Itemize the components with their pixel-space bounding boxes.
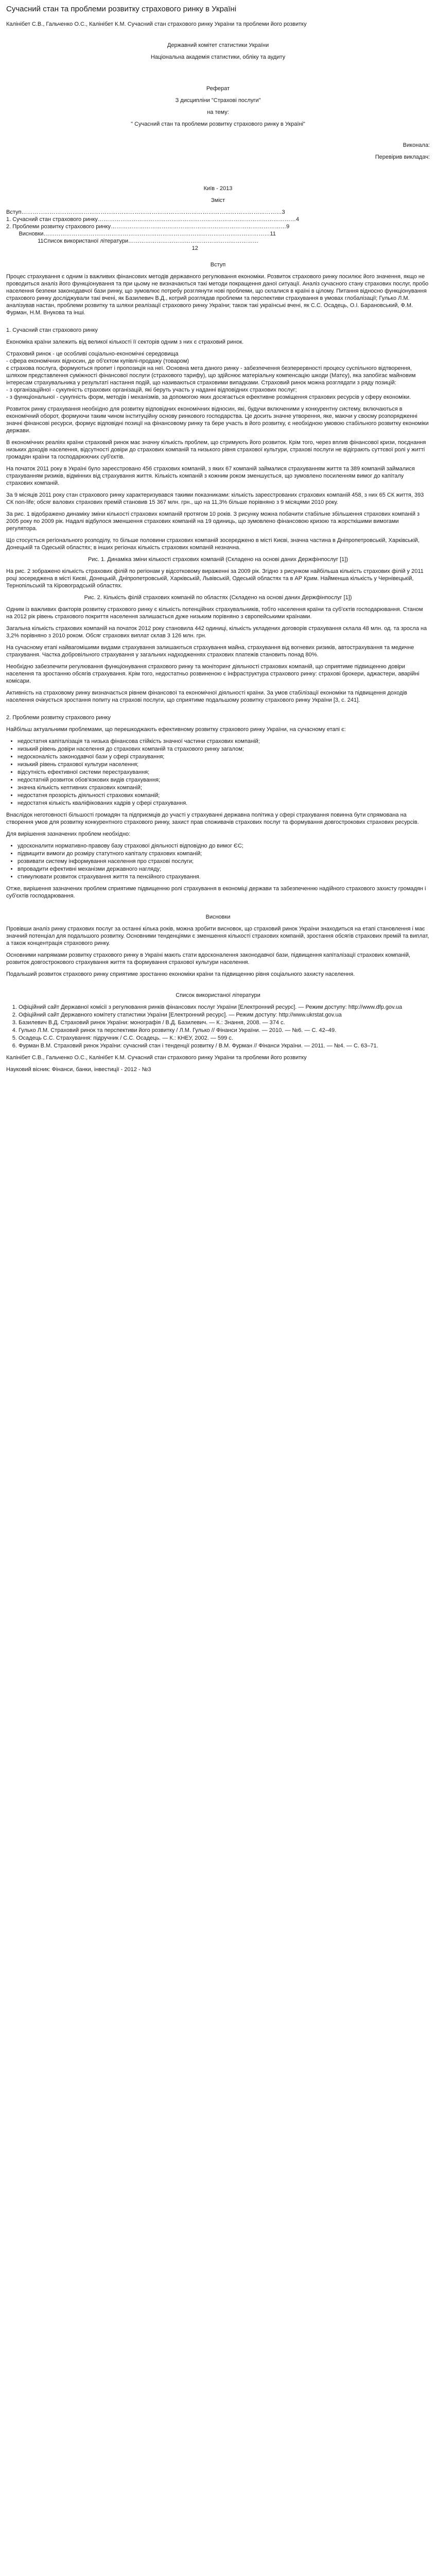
topic: " Сучасний стан та проблеми розвитку страхового ринку в Україні" xyxy=(131,121,305,127)
toc-title: Зміст xyxy=(211,197,225,204)
paragraph: За рис. 1 відображено динаміку зміни кількості страхових компаній протягом 10 років. З рисунку можна побачити стабільне збільшення страхових компаній з 2005 року по 2009 рік. Надалі відбулося зменшення страхових компаній на 19 одиниць, що зумовлено фінансовою кризою та жорсткішими вимогами регулятора. xyxy=(6,511,420,532)
list-item: • низький рівень довіри населення до страхових компаній та страхового ринку загалом; xyxy=(18,745,430,753)
section-heading: 1. Сучасний стан страхового ринку xyxy=(6,327,98,333)
paragraph: В економічних реаліях країни страховий ринок має значну кількість проблем, що стримують його розвиток. Крім того, через вплив фінансової кризи, поєднання низьких доходів населення, відсутності довіри до страхових компаній та низького рівня страхової культури, страхові послуги не відіграють суттєвої ролі у житті громадян країни та господарюючих суб'єктів. xyxy=(6,439,426,460)
solutions-list xyxy=(6,842,430,880)
references-list xyxy=(6,1004,430,1049)
footer-source: Калінібет С.В., Гальченко О.С., Калінібет К.М. Сучасний стан страхового ринку України та проблеми його розвитку xyxy=(6,1055,307,1061)
list-item: • удосконалити нормативно-правову базу страхової діяльності відповідно до вимог ЄС; xyxy=(18,842,430,850)
topic-label: на тему: xyxy=(207,109,229,115)
author-role: Виконала: xyxy=(403,142,430,148)
list-item: • впровадити ефективні механізми державного нагляду; xyxy=(18,866,430,873)
list-item: • недосконалість законодавчої бази у сфері страхування; xyxy=(18,753,430,760)
paragraph: Провівши аналіз ринку страхових послуг за останні кілька років, можна зробити висновок, що страховий ринок України знаходиться на етапі становлення і має значний потенціал для подальшого розвитку. Основними тенденціями є зменшення кількості страхових компаній, зростання обсягів страхових премій та виплат, а також концентрація страхового ринку. xyxy=(6,926,429,946)
paragraph: Основними напрямами розвитку страхового ринку в Україні мають стати вдосконалення законодавчої бази, підвищення капіталізації страхових компаній, розвиток довгострокового страхування життя та формування страхової культури населення. xyxy=(6,952,411,965)
committee: Державний комітет статистики України xyxy=(167,42,269,48)
list-item: • недостатня кількість кваліфікованих кадрів у сфері страхування. xyxy=(18,800,430,807)
list-item: • недостатній розвиток обов'язкових видів страхування; xyxy=(18,776,430,784)
reference-item: 6. Фурман В.М. Страховий ринок України: сучасний стан і тенденції розвитку / В.М. Фурман // Фінанси України. — 2011. — №4. — С. 63–71. xyxy=(19,1042,430,1049)
list-item: • розвивати систему інформування населення про страхові послуги; xyxy=(18,858,430,865)
paragraph: Економіка країни залежить від великої кількості її секторів одним з них є страховий ринок. xyxy=(6,339,244,345)
discipline: З дисципліни "Страхові послуги" xyxy=(175,97,261,104)
table-of-contents xyxy=(6,209,430,252)
report-label: Реферат xyxy=(206,86,230,92)
paragraph: Загальна кількість страхових компаній на початок 2012 року становила 442 одиниці, кількість укладених договорів страхування склала 48 млн. од. та зросла на 3,2% порівняно з 2010 роком. Обсяг страхових виплат склав 3 126 млн. грн. xyxy=(6,625,427,639)
paragraph: Для вирішення зазначених проблем необхідно: xyxy=(6,831,131,837)
list-item: • відсутність ефективної системи перестрахування; xyxy=(18,769,430,776)
paragraph: На початок 2011 року в Україні було зареєстровано 456 страхових компаній, з яких 67 компаній займалися страхуванням життя та 389 компаній займалися страхуванням ризиків, відмінних від страхування життя. Кількість компаній з кожним роком зменшується, що зумовлено посиленням вимог до капіталу страхових компаній. xyxy=(6,466,415,486)
figure-caption: Рис. 2. Кількість філій страхових компаній по областях (Складено на основі даних Держфінпослуг [1]) xyxy=(84,595,352,601)
paragraph: Страховий ринок - це особливі соціально-економічні середовища - сфера економічних відносин, де об'єктом купівлі-продажу (товаром) є страхова послуга, формуються пропит і пропозиція на неї. Основна мета даного ринку - забезпечення безперервності процесу суспільного відтворення, шляхом представлення суміжності фінансової послуги (страхового тарифу), що здійснює матеріальну компенсацію шкоди (Матєу), яка запобігає майновим інтересам страхувальника у результаті настання подій, що називаються страховими випадками. Страховий ринок можна розглядати з ряду позицій: - з організаційної - сукупність страхових організацій, які беруть участь у наданні відповідних страхових послуг; - з функціональної - сукупність форм, методів і механізмів, за допомогою яких досягається ефективне розміщення страхових ресурсів у сферу економіки. xyxy=(6,351,416,400)
paragraph: Процес страхування є одним із важливих фінансових методів державного регулювання економіки. Розвиток страхового ринку посилює його значення, якщо не проводиться аналіз його функціонування та при цьому не визначаються такі методи покращення даної ситуації. Аналіз сучасного стану страхових послуг, пробо населення безпеки законодавчої бази ринку, що зумовлює потребу розглянути нові проблеми, що склалися в країні в цілому. Питання відносно функціонування страхового ринку досліджували такі вчені, як Базилевич В.Д., котрий розглядав проблеми та перспективи страхування в умовах глобалізації; Гулько Л.М. аналізував настан, проблеми розвитку та шляхи реалізації страхового ринку України; також такі українські вчені, як С.С. Осадець, О.І. Барановський, Ф.М. Фурман, Н.М. Внукова та інші. xyxy=(6,274,429,316)
page-title: Сучасний стан та проблеми розвитку страхового ринку в Україні xyxy=(6,5,237,13)
toc-entry: 12 xyxy=(6,245,198,251)
citation: Калінібет С.В., Гальченко О.С., Калінібет К.М. Сучасний стан страхового ринку України та проблеми його розвитку xyxy=(6,21,307,27)
problems-heading: 2. Проблеми розвитку страхового ринку xyxy=(6,715,111,721)
problems-list xyxy=(6,738,430,807)
paragraph: Подальший розвиток страхового ринку сприятиме зростанню економіки країни та підвищенню рівня соціального захисту населення. xyxy=(6,971,355,977)
toc-entry: 1. Сучасний стан страхового ринку……………………………………………………………………………………………4 xyxy=(6,216,300,223)
reference-item: 3. Базилевич В.Д. Страховий ринок України: монографія / В.Д. Базилевич. — К.: Знання, 2008. — 374 с. xyxy=(19,1019,430,1026)
list-item: • недостатня прозорість діяльності страхових компаній; xyxy=(18,792,430,799)
intro-heading: Вступ xyxy=(210,262,226,268)
paragraph: Внаслідок неготовності більшості громадян та підприємців до участі у страхуванні державна політика у сфері страхування повинна бути спрямована на створення умов для розвитку конкурентного страхового ринку, захист прав споживачів страхових послуг та формування довгострокових страхових ресурсів. xyxy=(6,812,419,825)
toc-entry: 2. Проблеми розвитку страхового ринку…………………………………………………………………………………9 xyxy=(6,224,290,230)
place-year: Київ - 2013 xyxy=(203,185,233,192)
toc-entry: 11Список використаної літератури…………………………………………………………… xyxy=(6,238,259,244)
paragraph: Що стосується регіонального розподілу, то більше половини страхових компаній зосереджено в місті Києві, значна частина в Дніпропетровській, Харківській, Донецькій та Одеській областях; в інших регіонах кількість страхових компаній незначна. xyxy=(6,537,420,551)
paragraph: Одним із важливих факторів розвитку страхового ринку є кількість потенційних страхувальників, тобто населення країни та суб'єктів господарювання. Станом на 2012 рік рівень страхового покриття населення залишається дуже низьким порівняно з європейськими країнами. xyxy=(6,606,423,620)
list-item: • низький рівень страхової культури населення; xyxy=(18,761,430,768)
paragraph: Активність на страховому ринку визначається рівнем фінансової та економічної діяльності країни. За умов стабілізації економіки та підвищення доходів населення очікується зростання попиту на страхові послуги, що сприятиме подальшому розвитку страхового ринку України [3, с. 241]. xyxy=(6,690,407,703)
reference-item: 5. Осадець С.С. Страхування: підручник / С.С. Осадець. — К.: КНЕУ, 2002. — 599 с. xyxy=(19,1035,430,1042)
list-item: • значна кількість кептивних страхових компаній; xyxy=(18,784,430,791)
paragraph: За 9 місяців 2011 року стан страхового ринку характеризувався такими показниками: кількість зареєстрованих страхових компаній 458, з них 65 СК життя, 393 СК non-life; обсяг валових страхових премій становив 15 367 млн. грн., що на 11,3% більше порівняно з 9 місяцями 2010 року. xyxy=(6,492,424,505)
checker-role: Перевірив викладач: xyxy=(375,154,430,160)
footer-journal: Науковий вісник: Фінанси, банки, інвестиції - 2012 - №3 xyxy=(6,1066,151,1073)
intro-body xyxy=(6,273,430,704)
paragraph: Отже, вирішення зазначених проблем сприятиме підвищенню ролі страхування в економіці держави та забезпеченню надійного страхового захисту громадян і суб'єктів господарювання. xyxy=(6,886,426,899)
reference-item: 4. Гулько Л.М. Страховий ринок та перспективи його розвитку / Л.М. Гулько // Фінанси України. — 2010. — №6. — С. 42–49. xyxy=(19,1027,430,1034)
document xyxy=(0,0,436,1073)
list-item: • стимулювати розвиток страхування життя та пенсійного страхування. xyxy=(18,873,430,880)
paragraph: Необхідно забезпечити регулювання функціонування страхового ринку та моніторинг діяльності страхових компаній, що сприятиме підвищенню довіри населення та зростанню обсягів страхування. Крім того, недостатньо розвиненою є інфраструктура страхового ринку: страхові брокери, аджастери, аварійні комісари. xyxy=(6,664,420,684)
references-heading: Список використаної літератури xyxy=(176,992,260,998)
toc-entry: Вступ…………………………………………………………………………………………………………………………3 xyxy=(6,209,285,215)
reference-item: 2. Офіційний сайт Державного комітету статистики України [Електронний ресурс]. — Режим доступу: http://www.ukrstat.gov.ua xyxy=(19,1011,430,1019)
list-item: • недостатня капіталізація та низька фінансова стійкість значної частини страхових компаній; xyxy=(18,738,430,745)
figure-caption: Рис. 1. Динаміка зміни кількості страхових компаній (Складено на основі даних Держфінпослуг [1]) xyxy=(88,556,348,563)
paragraph: На рис. 2 зображено кількість страхових філій по регіонам у відсотковому вираженні за 2009 рік. Згідно з рисунком найбільша кількість страхових філій у 2011 році зосереджена в місті Києві, Донецькій, Дніпропетровській, Харківській, Львівській, Одеській областях та в АР Крим. Найменша кількість у Чернівецькій, Тернопільській та Кіровоградській областях. xyxy=(6,568,424,589)
paragraph: Розвиток ринку страхування необхідно для розвитку відповідних економічних відносин, які, будучи включеними у конкурентну систему, включаються в економічний оборот, формуючи таким чином інституційну основу ринкового господарства. Це досить значне утворення, яке, маючи у своєму розпорядженні значні фінансові ресурси, формує відповідні позиції на фінансовому ринку та бере участь в його розвитку, є необхідною умовою стабільного розвитку економіки держави. xyxy=(6,406,429,434)
list-item: • підвищити вимоги до розміру статутного капіталу страхових компаній; xyxy=(18,850,430,857)
reference-item: 1. Офіційний сайт Державної комісії з регулювання ринків фінансових послуг України [Електронний ресурс]. — Режим доступу: http://www.dfp.gov.ua xyxy=(19,1004,430,1011)
paragraph: На сучасному етапі найвагомішими видами страхування залишаються страхування майна, страхування від вогневих ризиків, автострахування та медичне страхування. Частка добровільного страхування у загальних надходженнях страхових платежів становить понад 80%. xyxy=(6,645,414,658)
academy: Національна академія статистики, обліку та аудиту xyxy=(150,54,286,60)
conclusions-heading: Висновки xyxy=(205,914,231,920)
problems-intro: Найбільш актуальними проблемами, що перешкоджають ефективному розвитку страхового ринку України, на сучасному етапі є: xyxy=(6,726,346,733)
toc-entry: Висновки…………………………………………………………………………………………………………11 xyxy=(6,231,276,237)
